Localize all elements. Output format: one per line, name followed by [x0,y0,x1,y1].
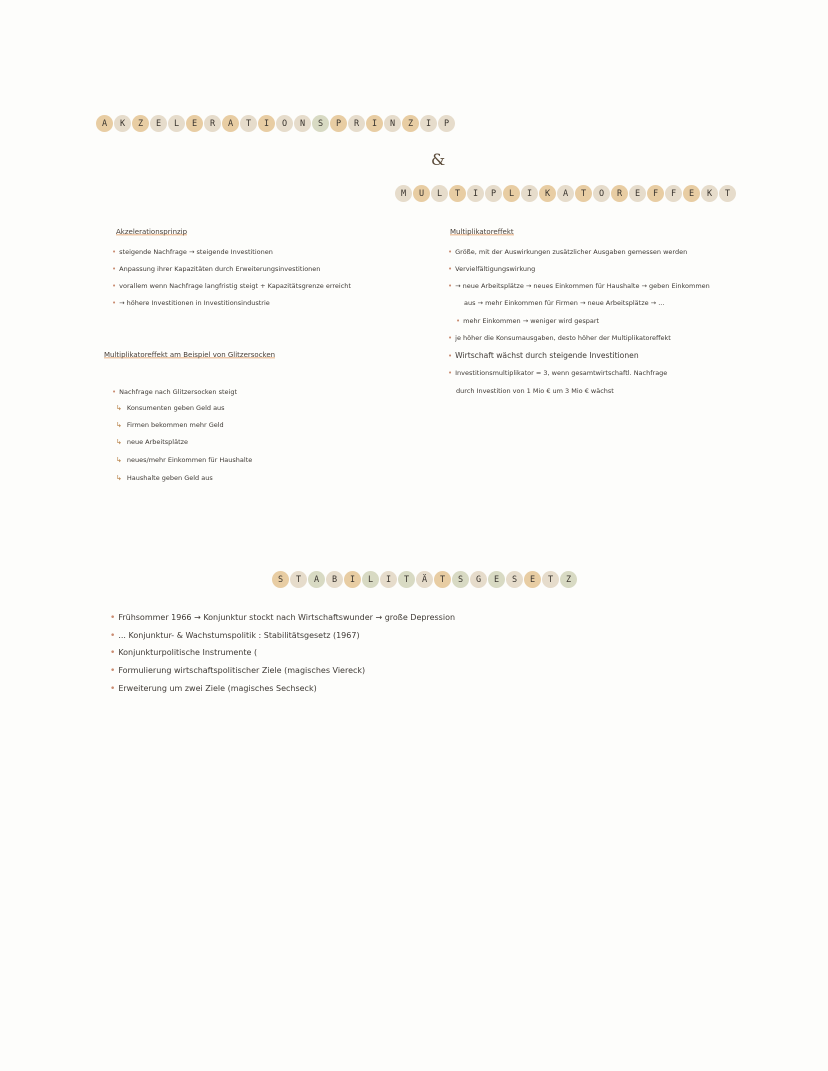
section-heading: Akzelerationsprinzip [116,228,188,236]
list-item: • vorallem wenn Nachfrage langfristig steigt + Kapazitätsgrenze erreicht [112,282,351,290]
title-letter: S [312,115,329,132]
list-item: • Anpassung ihrer Kapazitäten durch Erweiterungsinvestitionen [112,265,321,273]
title-letter: I [344,571,361,588]
arrow-icon: ↳ [116,456,122,464]
list-item: ↳ neues/mehr Einkommen für Haushalte [116,456,253,464]
arrow-icon: ↳ [116,421,122,429]
section-heading: Multiplikatoreffekt [450,228,514,236]
title-letter: N [384,115,401,132]
title-letter: P [438,115,455,132]
title-letter: B [326,571,343,588]
title-letter: T [575,185,592,202]
title-letter: P [485,185,502,202]
title-letter: R [611,185,628,202]
title-letter: T [434,571,451,588]
bullet-icon: • [112,265,117,273]
title-letter: I [467,185,484,202]
title-letter: R [348,115,365,132]
title-letter: I [366,115,383,132]
title-letter: T [240,115,257,132]
bullet-icon: • [448,352,453,360]
bullet-icon: • [448,265,453,273]
title-letter: K [701,185,718,202]
title-letter: G [470,571,487,588]
list-item: ↳ Haushalte geben Geld aus [116,474,213,482]
list-item: • ... Konjunktur- & Wachstumspolitik : Stabilitätsgesetz (1967) [110,631,360,641]
title-letter: O [276,115,293,132]
arrow-icon: ↳ [116,438,122,446]
bullet-icon: • [448,334,453,342]
title-letter: Ä [416,571,433,588]
title-letter: E [629,185,646,202]
title-letter: Z [560,571,577,588]
bullet-icon: • [456,317,461,325]
list-item: ↳ Firmen bekommen mehr Geld [116,421,224,429]
title-letter: S [506,571,523,588]
section-heading: Multiplikatoreffekt am Beispiel von Glitzersocken [104,351,276,359]
title-letter: S [272,571,289,588]
title-letter: A [557,185,574,202]
title-letter: T [398,571,415,588]
title-letter: T [542,571,559,588]
bullet-icon: • [110,631,116,641]
list-item: • Investitionsmultiplikator = 3, wenn gesamtwirtschaftl. Nachfrage [448,369,668,377]
title-akzelerationsprinzip [96,115,455,132]
bullet-icon: • [112,248,117,256]
bullet-icon: • [448,248,453,256]
title-letter: R [204,115,221,132]
list-item: • Frühsommer 1966 → Konjunktur stockt nach Wirtschaftswunder → große Depression [110,613,456,623]
title-letter: I [420,115,437,132]
list-item: • Größe, mit der Auswirkungen zusätzlicher Ausgaben gemessen werden [448,248,688,256]
list-item: • → höhere Investitionen in Investitionsindustrie [112,299,270,307]
title-letter: Z [132,115,149,132]
title-stabilitaetsgesetz [272,571,577,588]
title-letter: L [431,185,448,202]
title-letter: L [362,571,379,588]
title-letter: Z [402,115,419,132]
bullet-icon: • [448,282,453,290]
title-letter: F [647,185,664,202]
bullet-icon: • [110,648,116,658]
title-letter: T [449,185,466,202]
title-letter: O [593,185,610,202]
title-multiplikatoreffekt [395,185,736,202]
bullet-icon: • [448,369,453,377]
title-letter: P [330,115,347,132]
title-letter: M [395,185,412,202]
title-letter: I [380,571,397,588]
list-item: ↳ Konsumenten geben Geld aus [116,404,225,412]
title-letter: A [308,571,325,588]
title-letter: T [290,571,307,588]
title-letter: E [683,185,700,202]
list-item: • Formulierung wirtschaftspolitischer Ziele (magisches Viereck) [110,666,366,676]
title-letter: E [488,571,505,588]
bullet-icon: • [110,684,116,694]
title-letter: E [150,115,167,132]
title-letter: U [413,185,430,202]
title-letter: L [503,185,520,202]
list-item: • → neue Arbeitsplätze → neues Einkommen für Haushalte → geben Einkommen [448,282,710,290]
bullet-icon: • [112,299,117,307]
title-letter: A [96,115,113,132]
list-item: aus → mehr Einkommen für Firmen → neue Arbeitsplätze → ... [464,299,665,307]
title-letter: E [524,571,541,588]
list-item: • Nachfrage nach Glitzersocken steigt [112,388,238,396]
list-item: • Erweiterung um zwei Ziele (magisches Sechseck) [110,684,317,694]
bullet-icon: • [110,613,116,623]
title-letter: A [222,115,239,132]
title-letter: F [665,185,682,202]
bullet-icon: • [112,282,117,290]
title-letter: I [521,185,538,202]
bullet-icon: • [112,388,117,396]
bullet-icon: • [110,666,116,676]
title-letter: E [186,115,203,132]
title-letter: T [719,185,736,202]
list-item: • Vervielfältigungswirkung [448,265,536,273]
title-letter: K [114,115,131,132]
title-letter: S [452,571,469,588]
list-item: • steigende Nachfrage → steigende Investitionen [112,248,273,256]
list-item: • mehr Einkommen → weniger wird gespart [456,317,600,325]
list-item: • Konjunkturpolitische Instrumente ( [110,648,258,658]
title-letter: N [294,115,311,132]
title-letter: L [168,115,185,132]
ampersand-glyph: & [431,150,446,169]
list-item: durch Investition von 1 Mio € um 3 Mio € wächst [456,387,614,395]
arrow-icon: ↳ [116,404,122,412]
list-item: ↳ neue Arbeitsplätze [116,438,189,446]
title-letter: I [258,115,275,132]
arrow-icon: ↳ [116,474,122,482]
list-item: • Wirtschaft wächst durch steigende Investitionen [448,351,639,360]
title-letter: K [539,185,556,202]
list-item: • je höher die Konsumausgaben, desto höher der Multiplikatoreffekt [448,334,671,342]
